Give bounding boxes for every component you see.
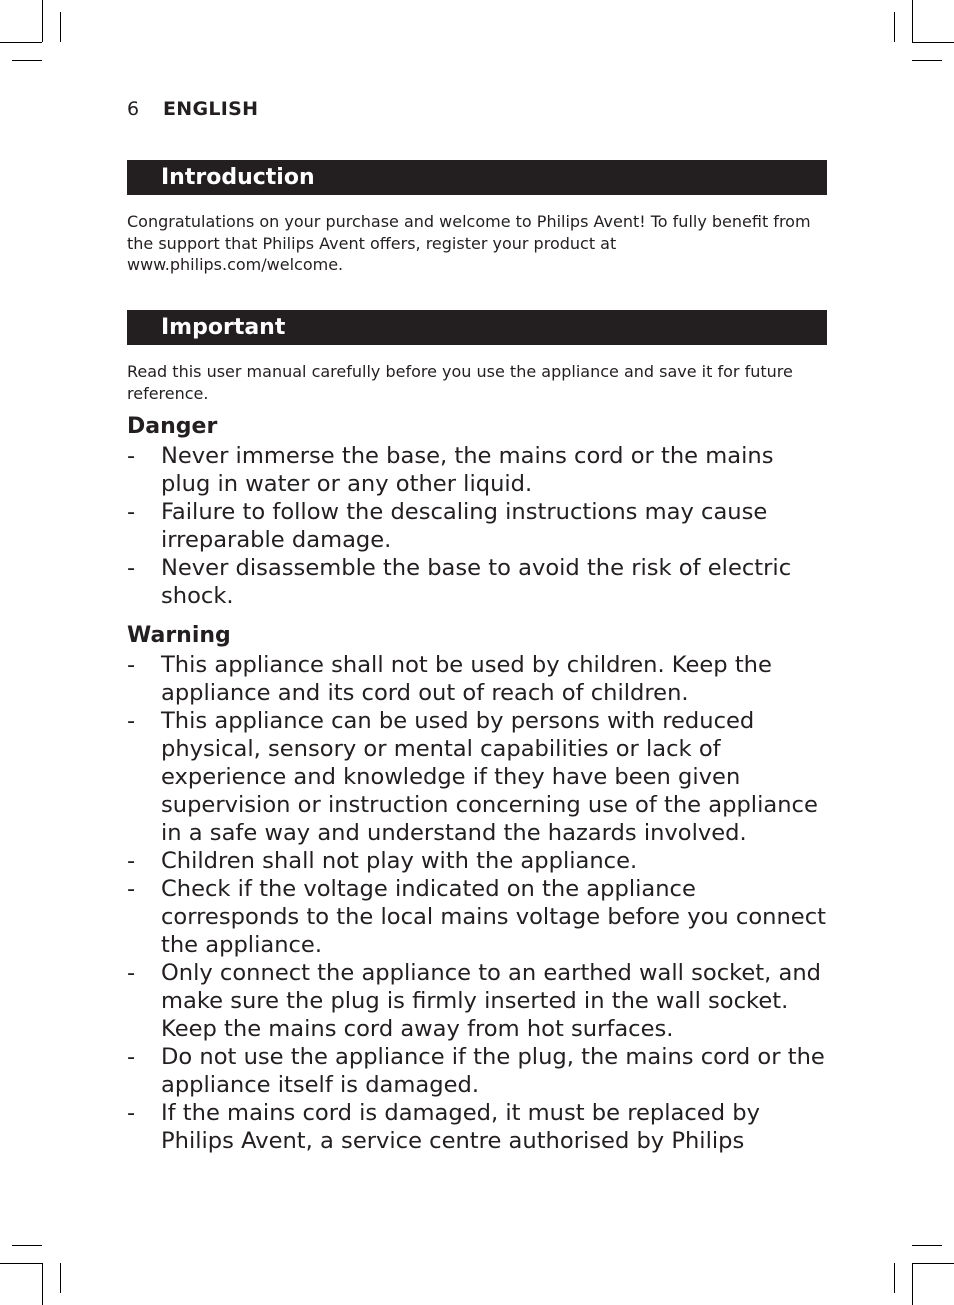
list-item-text: Do not use the appliance if the plug, the mains cord or the appliance itself is damaged. [161,1044,825,1098]
warning-list [127,651,827,1155]
list-item [127,707,827,847]
bullet-dash: - [127,1044,136,1070]
crop-mark [0,1263,42,1264]
bullet-dash: - [127,652,136,678]
bullet-dash: - [127,876,136,902]
list-item-text: If the mains cord is damaged, it must be replaced by Philips Avent, a service centre authorised by Philips [161,1100,760,1154]
page-number: 6 [127,98,140,120]
crop-mark [60,12,61,42]
list-item-text: Failure to follow the descaling instructions may cause irreparable damage. [161,499,768,553]
list-item [127,554,827,610]
crop-mark [912,1263,954,1264]
crop-mark [912,1263,913,1305]
introduction-heading: Introduction [127,160,827,195]
crop-mark [12,60,42,61]
list-item [127,875,827,959]
crop-mark [912,42,954,43]
list-item-text: Children shall not play with the appliance. [161,848,638,874]
bullet-dash: - [127,555,136,581]
bullet-dash: - [127,1100,136,1126]
important-body: Read this user manual carefully before you use the appliance and save it for future reference. [127,362,793,403]
language-label: ENGLISH [163,98,259,120]
crop-mark [912,1245,942,1246]
list-item [127,847,827,875]
crop-mark [42,0,43,42]
crop-mark [12,1245,42,1246]
list-item-text: Check if the voltage indicated on the appliance corresponds to the local mains voltage before you connect the appliance. [161,876,826,958]
list-item-text: This appliance shall not be used by children. Keep the appliance and its cord out of reach of children. [161,652,772,706]
crop-mark [60,1263,61,1293]
list-item [127,959,827,1043]
crop-mark [0,42,42,43]
crop-mark [42,1263,43,1305]
list-item-text: Never immerse the base, the mains cord or the mains plug in water or any other liquid. [161,443,774,497]
introduction-body: Congratulations on your purchase and welcome to Philips Avent! To fully benefit from the support that Philips Avent offers, register your product at www.philips.com/welcome. [127,212,811,274]
list-item-text: Never disassemble the base to avoid the risk of electric shock. [161,555,792,609]
warning-heading: Warning [127,623,231,648]
bullet-dash: - [127,708,136,734]
list-item [127,651,827,707]
list-item [127,1099,827,1155]
bullet-dash: - [127,443,136,469]
bullet-dash: - [127,499,136,525]
list-item-text: Only connect the appliance to an earthed wall socket, and make sure the plug is firmly inserted in the wall socket. Keep the mains cord away from hot surfaces. [161,960,822,1042]
important-heading: Important [127,310,827,345]
crop-mark [912,0,913,42]
list-item-text: This appliance can be used by persons with reduced physical, sensory or mental capabilities or lack of experience and knowledge if they have been given supervision or instruction concerning use of the appliance in a safe way and understand the hazards involved. [161,708,818,846]
list-item [127,442,827,498]
page-header [127,98,258,120]
crop-mark [894,1263,895,1293]
danger-heading: Danger [127,414,218,439]
crop-mark [912,60,942,61]
list-item [127,498,827,554]
list-item [127,1043,827,1099]
danger-list [127,442,827,610]
crop-mark [894,12,895,42]
bullet-dash: - [127,848,136,874]
bullet-dash: - [127,960,136,986]
